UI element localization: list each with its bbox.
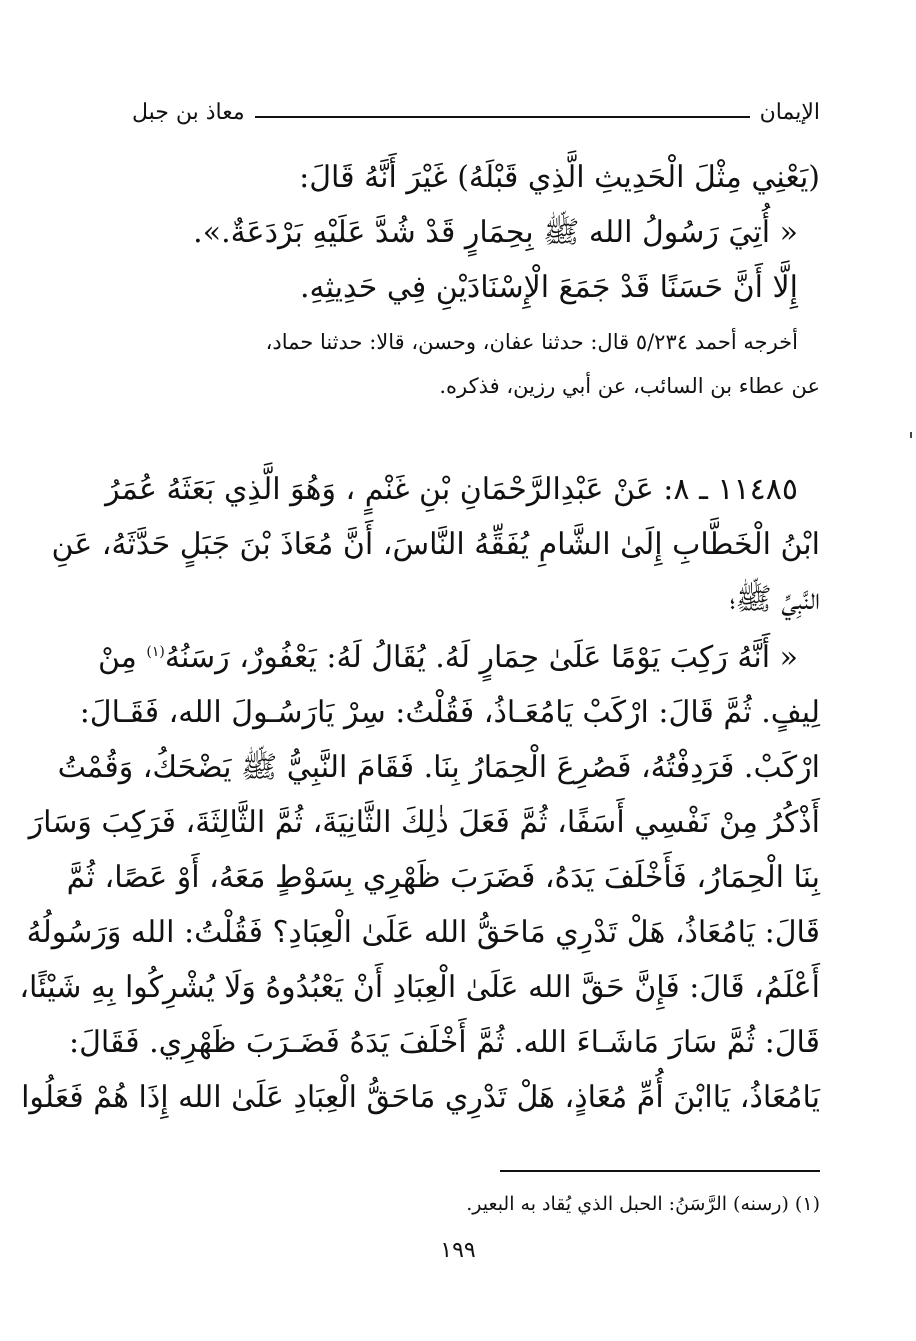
text-line: « أُتِيَ رَسُولُ الله ﷺ بِحِمَارٍ قَدْ شُدَّ عَلَيْهِ بَرْدَعَةٌ.». (193, 215, 798, 250)
text-line: قَالَ: يَامُعَاذُ، هَلْ تَدْرِي مَاحَقُّ الله عَلَىٰ الْعِبَادِ؟ فَقُلْتُ: الله وَرَسُولُهُ (26, 915, 820, 950)
hadith-main-intro (51, 462, 820, 627)
footnote-reference[interactable]: (١) (146, 644, 165, 660)
text-line (97, 630, 820, 685)
text-line: عن عطاء بن السائب، عن أبي رزين، فذكره. (439, 374, 820, 398)
text-line: إِلَّا أَنَّ حَسَنًا قَدْ جَمَعَ الْإِسْنَادَيْنِ فِي حَدِيثِهِ. (300, 270, 798, 305)
text-line: أخرجه أحمد ٥/٢٣٤ قال: حدثنا عفان، وحسن، قالا: حدثنا حماد، (265, 330, 798, 354)
running-header (132, 96, 820, 130)
scan-speck (910, 432, 912, 438)
header-chapter: الإيمان (759, 100, 820, 125)
text-line: أَذْكُرُ مِنْ نَفْسِي أَسَفًا، ثُمَّ فَعَلَ ذٰلِكَ الثَّانِيَةَ، ثُمَّ الثَّالِثَةَ، فَرَكِبَ وَسَارَ (28, 805, 820, 840)
text-line: ١١٤٨٥ ـ ٨: عَنْ عَبْدِالرَّحْمَانِ بْنِ غَنْمٍ ، وَهُوَ الَّذِي بَعَثَهُ عُمَرُ (105, 472, 798, 507)
text-line: ارْكَبْ. فَرَدِفْتُهُ، فَصُرِعَ الْحِمَارُ بِنَا. فَقَامَ النَّبِيُّ ﷺ يَضْحَكُ، وَقُمْتُ (57, 750, 820, 785)
text-segment: مِنْ (97, 640, 147, 675)
footnote: (١) (رسنه) الرَّسَنُ: الحبل الذي يُقاد به البعير. (466, 1193, 820, 1215)
text-line: أَعْلَمُ، قَالَ: فَإِنَّ حَقَّ الله عَلَىٰ الْعِبَادِ أَنْ يَعْبُدُوهُ وَلَا يُشْرِكُوا بِهِ شَيْئًا، (19, 970, 820, 1005)
footnote-rule (500, 1170, 820, 1172)
takhrij-note (130, 320, 820, 408)
hadith-intro (130, 150, 820, 315)
text-line: النَّبِيِّ ﷺ؛ (729, 582, 820, 617)
header-section: معاذ بن جبل (132, 100, 245, 125)
page-number: ١٩٩ (440, 1238, 476, 1263)
text-line: يَامُعَاذُ، يَاابْنَ أُمِّ مُعَاذٍ، هَلْ تَدْرِي مَاحَقُّ الْعِبَادِ عَلَىٰ الله إِذَا هُمْ فَعَلُوا (21, 1080, 820, 1115)
text-line: (يَعْنِي مِثْلَ الْحَدِيثِ الَّذِي قَبْلَهُ) غَيْرَ أَنَّهُ قَالَ: (299, 160, 820, 195)
text-line: قَالَ: ثُمَّ سَارَ مَاشَـاءَ الله. ثُمَّ أَخْلَفَ يَدَهُ فَضَـرَبَ ظَهْرِي. فَقَالَ: (68, 1025, 820, 1060)
text-line: ابْنُ الْخَطَّابِ إِلَىٰ الشَّامِ يُفَقِّهُ النَّاسَ، أَنَّ مُعَاذَ بْنَ جَبَلٍ حَدَّثَهُ، عَنِ (51, 527, 820, 562)
text-line: لِيفٍ. ثُمَّ قَالَ: ارْكَبْ يَامُعَـاذُ، فَقُلْتُ: سِرْ يَارَسُـولَ الله، فَقَـالَ: (79, 695, 820, 730)
hadith-main-text (19, 630, 820, 1125)
text-line: بِنَا الْحِمَارُ، فَأَخْلَفَ يَدَهُ، فَضَرَبَ ظَهْرِي بِسَوْطٍ مَعَهُ، أَوْ عَصًا، ثُمَّ (66, 860, 820, 895)
header-rule (255, 116, 750, 118)
text-segment: « أَنَّهُ رَكِبَ يَوْمًا عَلَىٰ حِمَارٍ لَهُ. يُقَالُ لَهُ: يَعْفُورٌ، رَسَنُهُ (164, 640, 798, 675)
